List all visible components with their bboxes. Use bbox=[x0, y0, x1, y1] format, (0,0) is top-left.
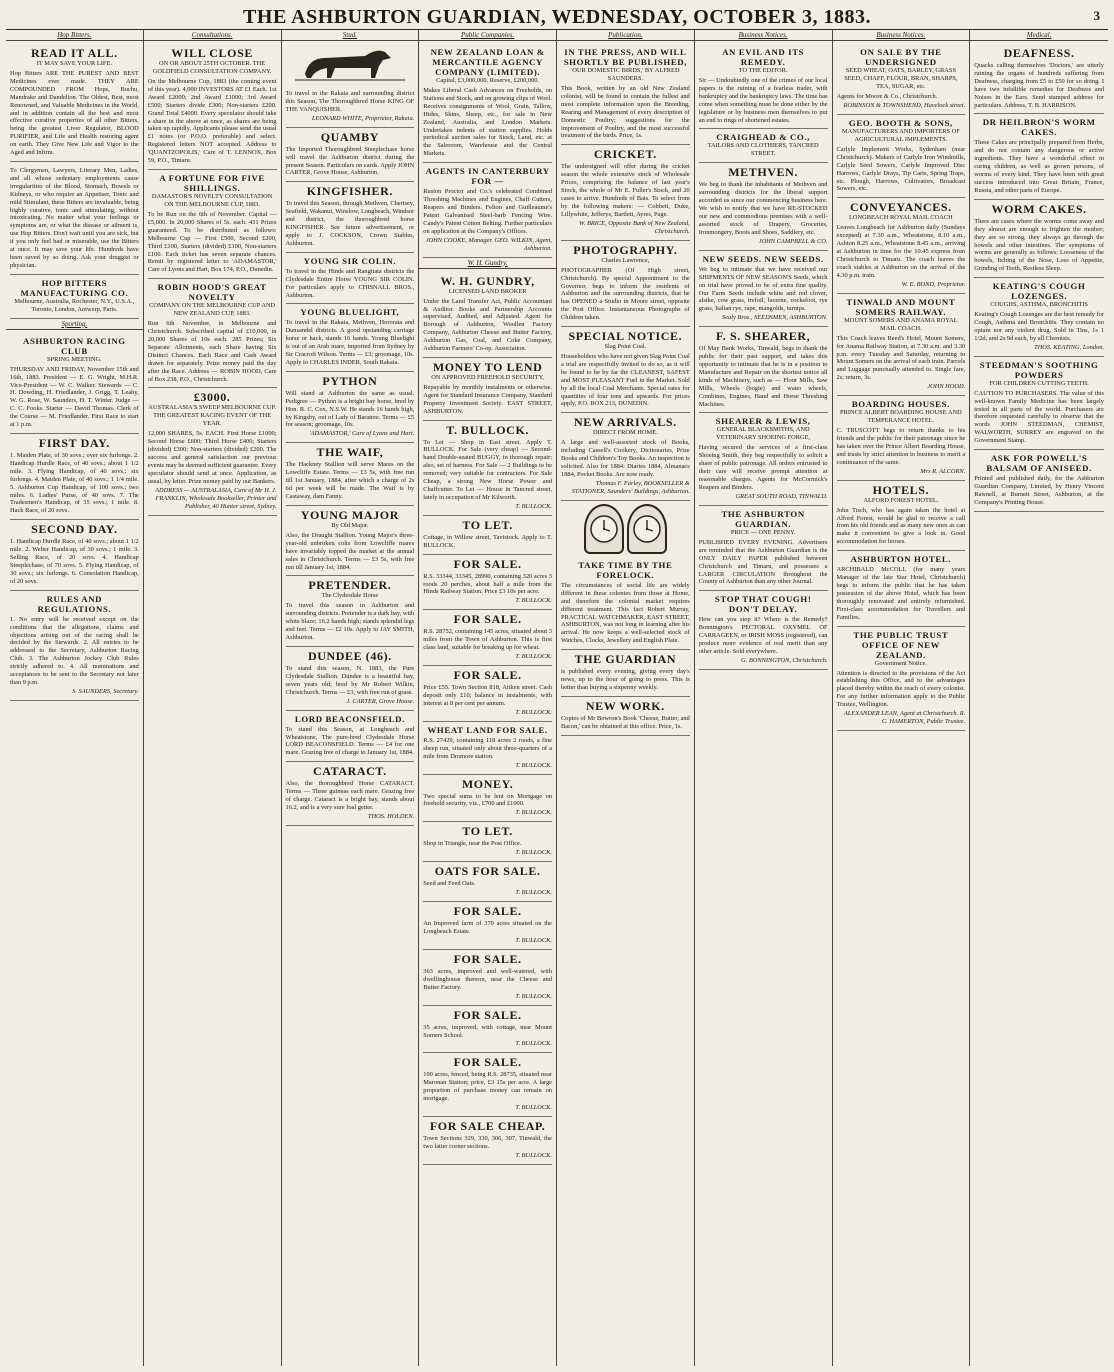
ad-title: FOR SALE. bbox=[453, 612, 522, 627]
advertisement bbox=[423, 822, 552, 862]
advertisement bbox=[423, 722, 552, 775]
ad-body-text: Sir — Undoubtedly one of the crimes of our local papers is the ruining of a fearless trader, with bankruptcy and the bankruptcy laws. The time has come when something must be done either by the legislature or by business men themselves to put an end to rings of shortened estates. bbox=[698, 77, 828, 124]
ad-body-text: C. TRUSCOTT begs to return thanks to his friends and the public for their patronage since he has taken over the Prince Albert Boarding House, and trusts by strict attention to business to merit a continuance of the same. bbox=[836, 427, 966, 466]
ad-title: TINWALD AND MOUNT SOMERS RAILWAY. bbox=[846, 296, 956, 317]
ad-body-text: Price £55. Town Section 818, Aitken street. Cash deposit only £10; balance in instalments, with interest at 8 per cent per annum. bbox=[423, 684, 552, 707]
ad-title: METHVEN. bbox=[728, 165, 799, 180]
advertisement bbox=[10, 333, 139, 434]
ad-title: FOR SALE. bbox=[453, 951, 522, 966]
advertisement bbox=[561, 44, 690, 145]
ad-body-text: Printed and published daily, for the Ashburton Guardian Company, Limited, by Henry Vincent Rawnell, at Burnett Street, Ashburton, at the Company's Printing House. bbox=[974, 475, 1104, 506]
advertisement bbox=[10, 162, 139, 275]
ad-body-text: Ruston Proctor and Co.'s celebrated Combined Threshing Machines and Engines, Chaff Cutters, Reapers and Binders. Felton and Guilleaume's Patent Galvanised Steel-barb Fencing Wire. Candy's Patent Cotton Belting. Further particulars on application at the Company's Offices. bbox=[423, 188, 552, 235]
ad-title: FIRST DAY. bbox=[38, 436, 110, 450]
ad-title: PHOTOGRAPHY. bbox=[573, 242, 678, 257]
advertisement bbox=[286, 506, 415, 577]
advertisement bbox=[10, 275, 139, 319]
ad-title: SHEARER & LEWIS, bbox=[715, 416, 811, 427]
ad-title: READ IT ALL. bbox=[31, 46, 118, 60]
ad-title: F. S. SHEARER, bbox=[715, 329, 811, 344]
ad-signature: T. BULLOCK. bbox=[515, 653, 552, 661]
ad-subtitle: AUSTRALASIA'S SWEEP MELBOURNE CUP. THE GREATEST RACING EVENT OF THE YEAR. bbox=[148, 404, 276, 428]
advertisement bbox=[837, 551, 966, 626]
ad-title: ON SALE BY THE UNDERSIGNED bbox=[860, 47, 942, 67]
advertisement bbox=[974, 44, 1104, 114]
ad-body-text: Carlyle Implement Works, Sydenham (near Christchurch). Makers of Carlyle Iron Windmills, Carlyle Seed Sowers, Carlyle Improved Disc Harrows, Carlyle Drays, Tip Carts, Spring Traps, etc. Plough, Harrows, Cultivators, Broadcast Sowers, etc. bbox=[836, 145, 966, 193]
advertisement bbox=[423, 1053, 552, 1117]
ad-body-text: Leaves Longbeach for Ashburton daily (Sundays excepted) at 7.30 a.m., Wheatstone, 8.10 a.m., Ashton 8.25 a.m., Wheatstone 8.45 a.m., arriving at Ashburton in time for the 10.45 express from Christchurch to Timaru. The coach leaves the coach stables at Ashburton on the arrival of the 4.30 p.m. train. bbox=[836, 224, 966, 279]
advertisement bbox=[10, 44, 139, 162]
ad-title: PYTHON bbox=[322, 373, 378, 388]
ad-body-text: To stand this Season, at Longbeach and Wheatstone, The pure-bred Clydesdale Horse LORD BEACONSFIELD. Terms — £4 for one mare. Grazing free of charge to January 1st, 1884. bbox=[285, 725, 415, 757]
ad-subtitle: Charles Lawrence, bbox=[601, 256, 650, 264]
ad-signature: ADDRESS — AUSTRALASIA, Care of Mr H. J. FRANKLIN, Wholesale Bookseller, Printer and Publisher, 40 Hunter street, Sydney. bbox=[155, 486, 277, 510]
advertisement bbox=[286, 85, 415, 128]
ad-title: DR HEILBRON'S WORM CAKES. bbox=[982, 117, 1096, 138]
advertisement bbox=[423, 555, 552, 611]
ad-subtitle: PRINCE ALBERT BOARDING HOUSE AND TEMPERANCE HOTEL. bbox=[840, 409, 962, 425]
ad-body-text: THURSDAY AND FRIDAY, November 15th and 16th, 1883. President — E. G. Wright, M.H.R. Vice-President — W. C. Walker. Stewards — C. H. Dowding, H. Friedlander, J. Grigg, T. Leahy, W. G. Rose, W. Saunders, H. T. Winter. Judge — C. C. Fooks. Starter — David Thomas. Clerk of the Course — M. Friedlander. First Race to start at 1 p.m. bbox=[10, 365, 139, 429]
newspaper-title: THE ASHBURTON GUARDIAN, WEDNESDAY, OCTOBER 3, 1883. bbox=[243, 6, 871, 28]
ad-body-text: To travel this Season, through Methven, Chertsey, Seafield, Wakanui, Winslow, Longbeach, Windsor and district, the thoroughbred horse KINGFISHER. See future advertisement, or apply to J. COCKSON, Crown Stables, Ashburton. bbox=[285, 200, 415, 247]
advertisement bbox=[974, 357, 1104, 450]
column-header: Business Notices. bbox=[833, 30, 970, 41]
horse-icon bbox=[295, 44, 405, 82]
ad-body-text: R.S. 28752, containing 145 acres, situated about 3 miles from the Town of Ashburton. This is first class land, suitable for breaking up for wheat. bbox=[423, 628, 552, 652]
ad-title: THE WAIF, bbox=[316, 445, 384, 460]
ad-title: LORD BEACONSFIELD. bbox=[294, 713, 405, 724]
ad-title: SPECIAL NOTICE. bbox=[568, 329, 683, 344]
ad-title: W. H. GUNDRY, bbox=[440, 273, 535, 288]
ad-subtitle: TAILORS AND CLOTHIERS, TANCRED STREET. bbox=[707, 142, 819, 158]
ad-title: TO LET. bbox=[462, 517, 513, 532]
advertisement bbox=[561, 413, 690, 501]
advertisement bbox=[699, 44, 828, 129]
ad-signature: T. BULLOCK. bbox=[515, 1040, 552, 1048]
advertisement bbox=[423, 163, 552, 257]
ad-title: TO LET. bbox=[462, 824, 513, 839]
advertisement bbox=[423, 775, 552, 823]
advertisement bbox=[286, 647, 415, 711]
ad-title: FOR SALE. bbox=[453, 556, 522, 571]
section-header: W. H. Gundry. bbox=[419, 258, 556, 269]
ad-body-text: To travel in the Rakaia and surrounding district this Season, The Thoroughbred Horse KING OF THE VANQUISHER. bbox=[285, 90, 415, 113]
advertisement bbox=[699, 163, 828, 250]
ad-title: FOR SALE. bbox=[453, 904, 522, 919]
advertisement bbox=[974, 278, 1104, 357]
advertisement bbox=[148, 279, 277, 388]
ad-signature: T. BULLOCK. bbox=[515, 936, 552, 944]
ad-title: NEW SEEDS. NEW SEEDS. bbox=[702, 253, 824, 264]
ad-title: MONEY. bbox=[461, 776, 514, 791]
ad-body-text: To travel in the Hinds and Rangitata districts the Clydesdale Entire Horse YOUNG SIR COLIN. For particulars apply to CHISNALL BROS., Ashburton. bbox=[285, 267, 415, 299]
ad-body-text: ARCHIBALD McCOLL (for many years Manager of the late Star Hotel, Christchurch) begs to inform the public that he has taken possession of the above Hotel, which has been thoroughly renovated and entirely refurnished. First-class accommodation for Travellers and Families. bbox=[836, 566, 966, 621]
advertisement bbox=[561, 697, 690, 736]
ad-body-text: Of May Bank Works, Tinwald, begs to thank the public for their past support, and takes this opportunity to intimate that he is in a position to Manufacture and Repair on the shortest notice all kinds of Machinery, such as — Flour Mills, Saw Mills, Wheels (bogie) and water wheels, Combines, Engines, Hand and Horse Threshing Machines. bbox=[698, 345, 828, 408]
ad-title: WORM CAKES. bbox=[991, 201, 1087, 216]
ad-title: KEATING'S COUGH LOZENGES. bbox=[992, 281, 1086, 302]
ad-body-text: The Hackney Stallion will serve Mares on the Lowcliffe Estate. Terms — £3 5s, with free run till 1st January, 1884, after which a charge of 2s 6d per week will be made. The Waif is by Castaway, dam Fanny. bbox=[285, 461, 415, 500]
ad-signature: JOHN CAMPBELL & CO. bbox=[758, 237, 828, 245]
advertisement bbox=[286, 182, 415, 252]
ad-signature: T. BULLOCK. bbox=[515, 761, 552, 769]
ad-subtitle: PRICE — ONE PENNY. bbox=[730, 528, 796, 536]
ad-body-text: 1. Handicap Hurdle Race, of 40 sovs.; about 1 1/2 mile. 2. Welter Handicap, of 30 sovs.; 1 mile. 3. Selling Race, of 20 sovs. 4. Handicap Steeplechase, of 70 sovs. 5. Flying Handicap, of 30 sovs.; six furlongs. 6. Consolation Handicap, of 20 sovs. bbox=[10, 538, 139, 585]
advertisement bbox=[423, 862, 552, 902]
advertisement bbox=[974, 114, 1104, 199]
advertisement bbox=[561, 241, 690, 327]
ad-body-text: Shop in Triangle, near the Post Office. bbox=[423, 840, 522, 848]
ad-body-text: Quacks calling themselves 'Doctors,' are utterly ruining the organs of hundreds suffering from Deafness, charging from £5 to £50 for so doing. I have two infallible remedies for Deafness and Noises in the Ears. Send stamped address for particulars. Address, T. B. HARRISON. bbox=[974, 62, 1104, 109]
ad-title: AGENTS IN CANTERBURY FOR — bbox=[425, 166, 550, 187]
advertisement bbox=[561, 145, 690, 240]
ad-body-text: 1. No entry will be received except on the conditions that the allegations, claims and objections arising out of the racing shall be decided by the Stewards. 2. All entries to be addressed to the Secretary, Ashburton Racing Club. 3. The Ashburton Jockey Club Rules strictly adhered to. 4. All nominations and acceptances to be sent to the Secretary not later than 9 p.m. bbox=[10, 615, 139, 686]
column-5 bbox=[557, 30, 695, 1366]
ad-subtitle: Melbourne, Australia, Rochester, N.Y., U.S.A., Toronto, London, Antwerp, Paris. bbox=[14, 297, 135, 313]
ad-title: A FORTUNE FOR FIVE SHILLINGS. bbox=[159, 172, 265, 193]
ad-title: NEW ARRIVALS. bbox=[574, 415, 677, 430]
ad-body-text: Will stand at Ashburton the same as usual. Pedigree — Python is a bright bay horse, bred by Hon. R. C. Cox, N.S.W. He stands 16 hands high, by Kingsby, out of Lady of Baratree. Terms — £5 for season; groomage, 10s. bbox=[285, 389, 415, 429]
ad-signature: T. BULLOCK. bbox=[515, 889, 552, 897]
ad-body-text: To Let — Shop in East street. Apply T. BULLOCK. For Sale (very cheap) — Second-hand Double-seated BUGGY, in thorough repair; also, set of harness. For Sale — 2 Buildings to be removed; very suitable for contractors. For Sale Cheap, a strong New Horse Power and Chaffcutter. To Let — House in Tancred street, lately in occupation of Mr Kilworth. bbox=[423, 438, 552, 501]
ad-body-text: An Improved farm of 370 acres situated on the Longbeach Estate. bbox=[423, 920, 552, 936]
advertisement bbox=[10, 591, 139, 701]
column-header: Hop Bitters. bbox=[6, 30, 143, 41]
ad-subtitle: DAMASTOR'S NOVELTY CONSULTATION ON THE MELBOURNE CUP, 1883. bbox=[151, 192, 273, 208]
ad-title: CATARACT. bbox=[313, 764, 387, 779]
ad-body-text: Copies of Mr Bowron's Book 'Cheese, Butter, and Bacon,' can be obtained at this office. Price, 1s. bbox=[561, 714, 690, 730]
ad-signature: T. BULLOCK. bbox=[515, 809, 552, 817]
column-8 bbox=[970, 30, 1108, 1366]
advertisement bbox=[561, 557, 690, 650]
ad-signature: S. SAUNDERS, Secretary. bbox=[72, 687, 139, 695]
ad-body-text: To travel this season in Ashburton and surrounding districts. Pretender is a dark bay, with white blaze; 16.2 hands high; stands splendid legs and feet. Terms — £2 10s. Apply to JAY SMITH, Ashburton. bbox=[285, 602, 415, 642]
advertisement bbox=[974, 200, 1104, 278]
ad-signature: Mrs R. ALCORN. bbox=[920, 467, 966, 475]
ad-body-text: R.S. 33344, 33345, 28990, containing 320 acres 3 roods 20 perches, about half a mile from the Hinds Railway Station. Price £3 10s per acre. bbox=[423, 572, 552, 596]
column-4 bbox=[419, 30, 557, 1366]
ad-signature: G. BONNINGTON, Christchurch. bbox=[741, 656, 828, 664]
ad-body-text: Run 6th November, in Melbourne and Christchurch. Subscribed capital of £10,000, in 20,000 Shares of 10s each. 285 Prizes; Six Separate Allotments, each Share having Six Distinct Chances. Each Race and Cash Award drawn for separately. Prize money paid the day after the Race. Address — ROBIN HOOD, Care of Box 238, P.O., Christchurch. bbox=[147, 320, 277, 383]
ad-body-text: CAUTION TO PURCHASERS. The value of this well-known Family Medicine has been largely tested in all parts of the world. Purchasers are therefore requested carefully to observe that the words JOHN STEEDMAN, CHEMIST, WALWORTH, SURREY are engraved on the Government Stamp. bbox=[974, 389, 1104, 445]
ad-title: CRICKET. bbox=[593, 147, 657, 162]
ad-subtitle: MANUFACTURERS AND IMPORTERS OF AGRICULTURAL IMPLEMENTS. bbox=[841, 127, 960, 143]
ad-body-text: To be Run on the 6th of November. Capital — £5,000. In 20,000 Shares of 5s. each. 431 Prizes guaranteed. To be distributed as follows: Melbourne Cup — First £500, Second £200, Third £100, Starters (divided) £100, Non-starters £100. Each ticket has seven separate chances. Remit by registered letter to 'ADAMASTOR,' Care of Lyons and Hart, Box 174, P.O., Dunedin. bbox=[147, 210, 277, 274]
ad-subtitle: IT MAY SAVE YOUR LIFE. bbox=[36, 60, 112, 67]
ad-signature: T. BULLOCK. bbox=[515, 597, 552, 605]
ad-body-text: 35 acres, improved, with cottage, near Mount Somers School. bbox=[423, 1023, 552, 1039]
ad-body-text: There are cases where the worms come away and they almost are enough to frighten the mother; they are so strong, they always go through the bowels and other intestines. The symptoms of worms are generally as follows: Looseness of the bowels, Itching of the Nose, Loss of Appetite, Grinding of Teeth, Restless Sleep. bbox=[974, 217, 1104, 273]
column-header: Publication. bbox=[557, 30, 694, 41]
ad-title: PRETENDER. bbox=[308, 578, 392, 593]
column-header: Stud. bbox=[282, 30, 419, 41]
advertisement bbox=[423, 666, 552, 722]
ad-subtitle: Government Notice. bbox=[874, 659, 927, 667]
advertisement bbox=[423, 44, 552, 163]
advertisement bbox=[286, 253, 415, 305]
advertisement bbox=[699, 251, 828, 327]
advertisement bbox=[423, 358, 552, 421]
ad-subtitle: LICENSED LAND BROKER bbox=[448, 287, 527, 295]
column-1 bbox=[6, 30, 144, 1366]
ad-subtitle: FOR CHILDREN CUTTING TEETH. bbox=[989, 379, 1089, 387]
advertisement bbox=[286, 128, 415, 183]
ad-title: SECOND DAY. bbox=[31, 522, 118, 537]
advertisement bbox=[148, 170, 277, 279]
ad-body-text: is published every evening, giving every day's news, up to the hour of going to press. This is better than buying a sixpenny weekly. bbox=[561, 668, 690, 691]
ad-body-text: PUBLISHED EVERY EVENING. Advertisers are reminded that the Ashburton Guardian is the ONLY DAILY PAPER published between Christchurch and Timaru, and possesses a LARGER CIRCULATION throughout the County of Ashburton than any other Journal. bbox=[698, 538, 828, 586]
ad-body-text: 100 acres, fenced, being R.S. 28735, situated near Maronan Station; price, £3 15s per acre. A large proportion of purchase money can remain on mortgage. bbox=[423, 1071, 552, 1103]
ad-subtitle: The Clydesdale Horse bbox=[321, 592, 379, 600]
column-header: Business Notices. bbox=[695, 30, 832, 41]
advertisement bbox=[699, 327, 828, 413]
ad-signature: T. BULLOCK. bbox=[515, 849, 552, 857]
advertisement bbox=[423, 610, 552, 666]
ad-signature: Sealy Bros., SEEDSMEN, ASHBURTON. bbox=[722, 314, 828, 322]
ad-title: AN EVIL AND ITS REMEDY. bbox=[722, 47, 805, 67]
ad-signature: ROBINSON & TOWNSHEND, Havelock street. bbox=[843, 101, 966, 109]
advertisement bbox=[423, 272, 552, 358]
advertisement bbox=[837, 44, 966, 115]
advertisement bbox=[423, 1006, 552, 1054]
ad-body-text: Attention is directed to the provisions of the Act establishing this Office, and to the advantages placed thereby within the reach of every colonist. For any further information apply to the Public Trustee, Wellington. bbox=[836, 669, 966, 709]
advertisement bbox=[423, 516, 552, 555]
ad-signature: JOHN COOKE, Manager. GEO. WILKIN, Agent, Ashburton. bbox=[425, 236, 552, 252]
advertisement bbox=[837, 198, 966, 293]
advertisement bbox=[423, 1117, 552, 1165]
ad-body-text: Repayable by monthly instalments or otherwise. Agent for Standard Insurance Company, Standard Property Investment Society. EAST STREET, ASHBURTON. bbox=[423, 383, 552, 415]
ad-subtitle: ALFORD FOREST HOTEL. bbox=[863, 496, 939, 504]
ad-title: HOP BITTERS MANUFACTURING CO. bbox=[20, 277, 129, 298]
ad-body-text: R.S. 27429, containing 118 acres 2 roods, a fine sheep run, situated only about three-quarters of a mile from Dromore station. bbox=[423, 736, 552, 760]
ad-title: DUNDEE (46). bbox=[307, 648, 392, 663]
ad-title: YOUNG SIR COLIN. bbox=[303, 255, 397, 266]
ad-body-text: The undersigned will offer during the cricket season the whole extensive stock of Wholesale Prices, comprising the balance of last year's Stock, the whole of Mr E. Fuller's Stock, and 20 cases to arrive. Hundreds of Bats. To select from by the following makers: — Cobbett, Duke, Lillywhite, Jefferys, Bartlett, Ayres, Page. bbox=[561, 163, 690, 218]
column-header: Public Companies. bbox=[419, 30, 556, 41]
ad-title: CONVEYANCES. bbox=[849, 200, 952, 215]
ad-body-text: Having secured the services of a first-class Shoeing Smith, they beg respectfully to solicit a share of public patronage. All orders entrusted to their care will receive prompt attention at reasonable charges. Agents for McCormick's Reapers and Binders. bbox=[698, 444, 828, 491]
ad-subtitle: COUGHS, ASTHMA, BRONCHITIS bbox=[990, 301, 1088, 309]
ad-signature: THOS. HOLDEN. bbox=[367, 812, 415, 820]
ad-body-text: On the Melbourne Cup, 1883 (the coming event of this year). 4,000 INVESTORS AT £1 Each. 1st Award £2000; 2nd Award £1000; 3rd Award £500; Starters divide £300; Non-starters £200. Grand Total £4000. Every speculator should take a share in the above at once, as shares are being taken up rapidly. Applicants please send the usual £1 notes (or P.O.O. preferable) and select. Registered letters NOT accepted. Address to 'QUANTZOPOLIS,' Care of T. LENNOX, Box 59, P.O., Timaru. bbox=[147, 78, 277, 165]
ad-title: BOARDING HOUSES. bbox=[851, 399, 950, 410]
advertisement bbox=[699, 506, 828, 591]
ad-title: THE ASHBURTON GUARDIAN. bbox=[721, 508, 805, 529]
ad-body-text: Also, the thoroughbred Horse CATARACT. Terms — Three guineas each mare. Grazing free of charge. Cataract is a bright bay, stands about 16.2, and is a very sure foal getter. bbox=[285, 780, 415, 811]
advertisement bbox=[837, 294, 966, 396]
ad-signature: T. BULLOCK. bbox=[515, 502, 552, 510]
ad-signature: LEONARD WHITE, Proprietor, Rakaia. bbox=[311, 114, 415, 122]
ad-subtitle: ON APPROVED FREEHOLD SECURITY, bbox=[431, 373, 545, 381]
ad-title: ROBIN HOOD'S GREAT NOVELTY bbox=[157, 282, 267, 303]
ad-subtitle: LONGBEACH ROYAL MAIL COACH bbox=[849, 214, 953, 222]
ad-signature: Thomas F. Farley, BOOKSELLER & STATIONER, Saunders' Buildings, Ashburton. bbox=[571, 479, 690, 495]
advertisement bbox=[699, 129, 828, 163]
ad-subtitle: GENERAL BLACKSMITHS, AND VETERINARY SHOEING FORGE, bbox=[716, 426, 811, 442]
column-2 bbox=[144, 30, 282, 1366]
ad-body-text: John Tisch, who has again taken the hotel at Alford Forest, would be glad to receive a call from his old friends and as many new ones as can make it convenient to give a look in. Good accommodation for horses. bbox=[836, 506, 966, 546]
ad-title: WILL CLOSE bbox=[171, 46, 253, 60]
ad-title: THE GUARDIAN bbox=[574, 652, 677, 667]
advertisement bbox=[974, 450, 1104, 512]
ad-subtitle: SPRING MEETING. bbox=[47, 355, 102, 363]
ad-subtitle: MOUNT SOMERS AND ANAMA ROYAL MAIL COACH. bbox=[844, 316, 958, 332]
ad-title: DEAFNESS. bbox=[1003, 46, 1075, 60]
ad-body-text: Agents for Moore & Co., Christchurch. bbox=[836, 93, 938, 100]
ad-subtitle: 'OUR DOMESTIC BIRDS,' BY ALFRED SAUNDERS. bbox=[571, 67, 680, 82]
ad-body-text: Makes Liberal Cash Advances on Freeholds, on Stations and Stock, and on growing clips of Wool. Receives consignments of Wool, Grain, Tallow, Hides, Skins, Sheep, etc., for sale in New Zealand, Australia, and London Markets. Undertakes indents of station supplies. Holds periodical auction sales for Stock, Land, etc. at the Saleroom, Warehouse and the Central Markets. bbox=[423, 87, 552, 158]
ad-title: ASHBURTON RACING CLUB bbox=[23, 335, 126, 356]
ad-title: FOR SALE. bbox=[453, 1055, 522, 1070]
ad-body-text: This Book, written by an old New Zealand colonist, will be found to contain the fullest and most complete information upon the Breeding, Rearing and Management of every description of Domestic Poultry; suggestions for the improvement of Poultry, and the most successful treatment of the birds. Price, 1s. bbox=[561, 85, 690, 140]
ad-title: YOUNG MAJOR bbox=[300, 507, 399, 522]
advertisement bbox=[561, 650, 690, 697]
watch-engravings bbox=[561, 504, 690, 554]
ad-title: STEEDMAN'S SOOTHING POWDERS bbox=[979, 359, 1099, 380]
ad-signature: T. BULLOCK. bbox=[515, 708, 552, 716]
advertisement bbox=[561, 327, 690, 413]
advertisement bbox=[699, 413, 828, 505]
ad-title: NEW WORK. bbox=[585, 698, 665, 713]
column-3 bbox=[282, 30, 420, 1366]
page-number: 3 bbox=[1093, 8, 1100, 23]
advertisement bbox=[286, 762, 415, 826]
ad-signature: T. BULLOCK. bbox=[515, 1151, 552, 1159]
column-header: Medical. bbox=[970, 30, 1108, 41]
ad-body-text: We beg to thank the inhabitants of Methven and surrounding districts for the liberal support accorded us since our commencing business here. We wish to notify that we have RE-STOCKED our new and commodious premises with a well-assorted stock of Drapery, Groceries, Ironmongery, Boots and Shoes, Saddlery, etc. bbox=[698, 181, 828, 236]
ad-subtitle: COMPANY ON THE MELBOURNE CUP AND NEW ZEALAND CUP, 1883. bbox=[149, 302, 276, 318]
ad-body-text: Hop Bitters ARE THE PUREST AND BEST Medicines ever made. THEY ARE COMPOUNDED FROM Hops, Buchu, Mandrake and Dandelion. The Oldest, Best, most Renowned, and Valuable Medicines in the World, and in addition contain all the best and most effective curative properties of all other Bitters, being the greatest Liver Regulator, BLOOD PURIFIER, and Life and Health restoring agent on earth. They Give New Life and Vigor to the Aged and Infirm. bbox=[10, 70, 139, 157]
ad-body-text: Town Sections 329, 330, 306, 307, Tinwald, the two latter corner sections. bbox=[423, 1135, 552, 1150]
advertisement bbox=[10, 520, 139, 590]
ad-body-text: How can you stop it? Where is the Remedy? Bonnington's PECTORAL OXYMEL OF CARRAGEEN, or IRISH MOSS (registered), can produce more evidence of real merit than any other article. Sold everywhere. bbox=[698, 616, 828, 655]
pocket-watch-icon bbox=[627, 504, 667, 554]
horse-engraving bbox=[286, 44, 415, 82]
advertisement bbox=[423, 421, 552, 516]
ad-body-text: Cottage, in Willow street, Tavistock. Apply to T. BULLOCK. bbox=[423, 533, 552, 549]
ad-title: HOTELS. bbox=[872, 482, 930, 497]
ad-body-text: Seed and Feed Oats. bbox=[423, 880, 476, 888]
ad-signature: T. BULLOCK. bbox=[515, 992, 552, 1000]
ad-subtitle: TO THE EDITOR. bbox=[738, 67, 788, 74]
ad-body-text: Householders who have not given Slag Point Coal a trial are respectfully invited to do so, as it will be found to be by far the CLEANEST, SAFEST and MOST PLEASANT Fuel in the Market. Sold by all the local Coal Merchants. Special rates for quantities of four tons and upwards. For prices apply, P.O. BOX 213, DUNEDIN. bbox=[561, 353, 690, 408]
column-7 bbox=[833, 30, 971, 1366]
ad-body-text: Also, the Draught Stallion. Young Major's three-year-old unbroken colts from Lowcliffe mares have invariably topped the market at the annual sales in Christchurch. Terms — £3 5s, with free run till January 1st, 1884. bbox=[285, 531, 415, 571]
ad-title: FOR SALE. bbox=[453, 668, 522, 683]
ad-body-text: The Imported Thoroughbred Steeplechase horse will travel the Ashburton district during the present Season. Particulars on cards. Apply JOHN CARTER, Grove House, Ashburton. bbox=[285, 145, 415, 177]
ad-body-text: We beg to intimate that we have received our SHIPMENTS OF NEW SEASON'S Seeds, which on trial have proved to be of extra fine quality. Our Farm Seeds include white and red clover, alsike, cow grass, trefoil, lucerne, cocksfoot, rye grass, Italian rye, rape, mangolds, turnips. bbox=[698, 265, 828, 313]
advertisement bbox=[286, 443, 415, 506]
section-header: Sporting. bbox=[6, 319, 143, 330]
ad-title: YOUNG BLUELIGHT, bbox=[300, 307, 400, 318]
ad-subtitle: Slag Point Coal. bbox=[604, 343, 647, 351]
ad-body-text: 1. Maiden Plate, of 30 sovs.; over six furlongs. 2. Handicap Hurdle Race, of 40 sovs.; about 1 1/2 mile. 3. Flying Handicap, of 40 sovs.; six furlongs. 4. Maiden Plate, of 40 sovs.; 1 1/4 mile. 5. Ashburton Cup Handicap, of 100 sovs.; two miles. 6. Ladies' Purse, of 40 sovs. 7. The Tradesmen's Handicap, of 35 sovs.; 1 mile. 8. Hack Race, of 20 sovs. bbox=[10, 452, 139, 515]
ad-body-text: Keating's Cough Lozenges are the best remedy for Cough, Asthma and Bronchitis. They contain no opium nor any violent drug. Sold in Tins, 1s 1 1/2d, and 2s 9d each, by all Chemists. bbox=[974, 311, 1104, 342]
ad-title: T. BULLOCK. bbox=[446, 422, 529, 437]
ad-title: OATS FOR SALE. bbox=[434, 864, 541, 879]
ad-signature: GREAT SOUTH ROAD, TINWALD. bbox=[735, 492, 828, 500]
ad-body-text: To stand this season, N. 1883, the Pure Clydesdale Stallion. Dundee is a beautiful bay, seven years old; bred by Mr Robert Wilkin, Christchurch. Terms — £3, with free run of grass. bbox=[285, 664, 415, 696]
advertisement bbox=[286, 711, 415, 763]
ad-title: £3000. bbox=[193, 390, 231, 405]
ad-body-text: To travel in the Rakaia, Methven, Hororata and Dunsandel districts. A good upstanding carriage horse or hack, stands 16 hands. Young Bluelight is out of an Arab mare, imported from Sydney by Sir Cracroft Wilson. Terms — £3; groomage, 10s. Apply to CHARLES INDER, South Rakaia. bbox=[285, 319, 415, 366]
ad-title: IN THE PRESS, AND WILL SHORTLY BE PUBLISHED, bbox=[563, 47, 688, 67]
ad-body-text: A large and well-assorted stock of Books, including Cassell's Cookery, Dictionaries, Prize Books and Children's Toy Books. An inspection is solicited. Also for 1884: Diaries 1884, Almanacs 1884, Pocket Books. Are now ready. bbox=[561, 439, 690, 478]
advertisement bbox=[286, 304, 415, 371]
column-header: Consultations. bbox=[144, 30, 281, 41]
ad-signature: T. BULLOCK. bbox=[515, 1104, 552, 1112]
ad-subtitle: By Old Major. bbox=[331, 521, 369, 529]
advertisement bbox=[837, 115, 966, 198]
ad-body-text: The circumstances of social life are widely different in these colonies from those at Home, and therefore the colonial market requires different treatment. This fact Robert Murray, PRACTICAL WATCHMAKER, EAST STREET, ASHBURTON, was not long in learning after his arrival. He now keeps a well-selected stock of Watches, Clocks, Jewellery and English Plate. bbox=[561, 581, 690, 645]
ad-title: TAKE TIME BY THE FORELOCK. bbox=[578, 559, 673, 580]
ad-subtitle: DIRECT FROM HOME. bbox=[593, 429, 658, 437]
ad-title: ASK FOR POWELL'S BALSAM OF ANISEED. bbox=[986, 453, 1092, 474]
ad-title: KINGFISHER. bbox=[306, 184, 394, 199]
ad-title: FOR SALE CHEAP. bbox=[429, 1119, 546, 1134]
ad-title: CRAIGHEAD & CO., bbox=[716, 132, 810, 143]
ad-signature: 'ADAMASTOR,' Care of Lyons and Hart. bbox=[309, 430, 415, 438]
ad-subtitle: ON OR ABOUT 25TH OCTOBER. THE GOLDFIELD CONSULTATION COMPANY. bbox=[152, 60, 272, 75]
ad-body-text: To Clergymen, Lawyers, Literary Men, Ladies, and all whose sedentary employments cause irregularities of the Blood, Stomach, Bowels or Kidneys, or who require an Appetiser, Tonic and mild Stimulant, these Bitters are invaluable, being highly curative, tonic and stimulating, without intoxicating. No matter what your feelings or symptoms are, or what the disease or ailment is, use Hop Bitters. Don't wait until you are sick, but if you only feel bad or miserable, use the Bitters at once. It may save your life. Hundreds have been saved by so doing. Ask your druggist or physician. bbox=[10, 166, 139, 269]
ad-signature: THOS. KEATING, London. bbox=[1034, 343, 1104, 351]
advertisement bbox=[837, 481, 966, 552]
pocket-watch-icon bbox=[584, 504, 624, 554]
advertisement bbox=[423, 902, 552, 950]
ad-title: MONEY TO LEND bbox=[432, 359, 543, 374]
ad-body-text: PHOTOGRAPHER (Of High street, Christchurch). By special Appointment to the Governor, begs to inform the residents of Ashburton and the surrounding districts, that he has OPENED a Studio in Moore street, opposite the Post Office. Instantaneous Photographs of Children taken. bbox=[561, 266, 690, 322]
advertisement bbox=[286, 372, 415, 444]
ad-title: QUAMBY bbox=[320, 129, 379, 144]
ad-body-text: Under the Land Transfer Act, Public Accountant & Auditor. Books and Partnership Accounts supervised, Audited, and Adjusted. Agent for Borough of Ashburton, Woollen Factory Company, Ashburton Cheese and Butter Factory, Ashburton Gas, Coal, and Coke Company, Ashburton Farmers' Co-op. Association. bbox=[423, 297, 552, 353]
ad-title: RULES AND REGULATIONS. bbox=[37, 593, 112, 614]
ad-title: WHEAT LAND FOR SALE. bbox=[427, 724, 548, 735]
ad-signature: W. E. BOND, Proprietor. bbox=[901, 280, 966, 288]
ad-title: FOR SALE. bbox=[453, 1007, 522, 1022]
advertisement bbox=[837, 396, 966, 481]
ad-signature: ALEXANDER LEAN, Agent at Christchurch. R. C. HAMERTON, Public Trustee. bbox=[843, 710, 966, 726]
ad-body-text: This Coach leaves Reed's Hotel, Mount Somers, for Anama Railway Station, at 7.30 a.m. and 3.30 p.m. every Tuesday and Saturday, returning to Mount Somers on the arrival of each train. Parcels and Luggage punctually attended to. Single fare, 2s; return, 3s. bbox=[836, 334, 966, 382]
ad-signature: J. CARTER, Grove House. bbox=[346, 697, 415, 705]
ad-title: GEO. BOOTH & SONS, bbox=[848, 117, 953, 128]
ad-signature: W. BRICE, Opposite Bank of New Zealand, Christchurch. bbox=[579, 219, 690, 235]
ad-title: ASHBURTON HOTEL. bbox=[850, 554, 952, 565]
advertisement bbox=[423, 950, 552, 1006]
advertisement bbox=[837, 627, 966, 732]
advertisement bbox=[10, 434, 139, 520]
newspaper-columns bbox=[6, 30, 1108, 1366]
advertisement bbox=[148, 388, 277, 515]
ad-title: NEW ZEALAND LOAN & MERCANTILE AGENCY COMPANY (LIMITED). bbox=[430, 47, 545, 77]
advertisement bbox=[148, 44, 277, 170]
ad-body-text: 363 acres, improved and well-watered, with dwellinghouse thereon, near the Cheese and Butter Factory. bbox=[423, 967, 552, 991]
column-6 bbox=[695, 30, 833, 1366]
ad-title: STOP THAT COUGH! DON'T DELAY. bbox=[714, 594, 812, 615]
ad-subtitle: SEED WHEAT, OATS, BARLEY, GRASS SEED, CHAFF, FLOUR, BRAN, SHARPS, TEA, SUGAR, etc. bbox=[844, 67, 958, 90]
advertisement bbox=[699, 591, 828, 670]
ad-title: THE PUBLIC TRUST OFFICE OF NEW ZEALAND. bbox=[853, 629, 949, 660]
ad-subtitle: Capital, £3,000,000. Reserve, £200,000. bbox=[436, 77, 540, 84]
ad-body-text: These Cakes are principally prepared from Herbs, and do not contain any dangerous or active ingredients. They have a wonderful effect in curing children, as well as grown persons, of worms of every kind. They have been with great success introduced into Great Britain, France, Russia, and other parts of Europe. bbox=[974, 139, 1104, 194]
ad-signature: JOHN HOOD. bbox=[927, 383, 966, 391]
ad-body-text: 12,000 SHARES, 5s. EACH. First Horse £1000; Second Horse £600; Third Horse £400; Starters (divided) £300; Non-starters (divided) £200. The success and general satisfaction our previous events may be deemed sufficient guarantee. Every speculator should send at once. Application, as usual, by letter. Prize money paid by our Bankers. bbox=[147, 430, 277, 485]
advertisement bbox=[286, 576, 415, 647]
ad-body-text: Two special sums to be lent on Mortgage on freehold security, viz., £700 and £1000. bbox=[423, 792, 552, 808]
